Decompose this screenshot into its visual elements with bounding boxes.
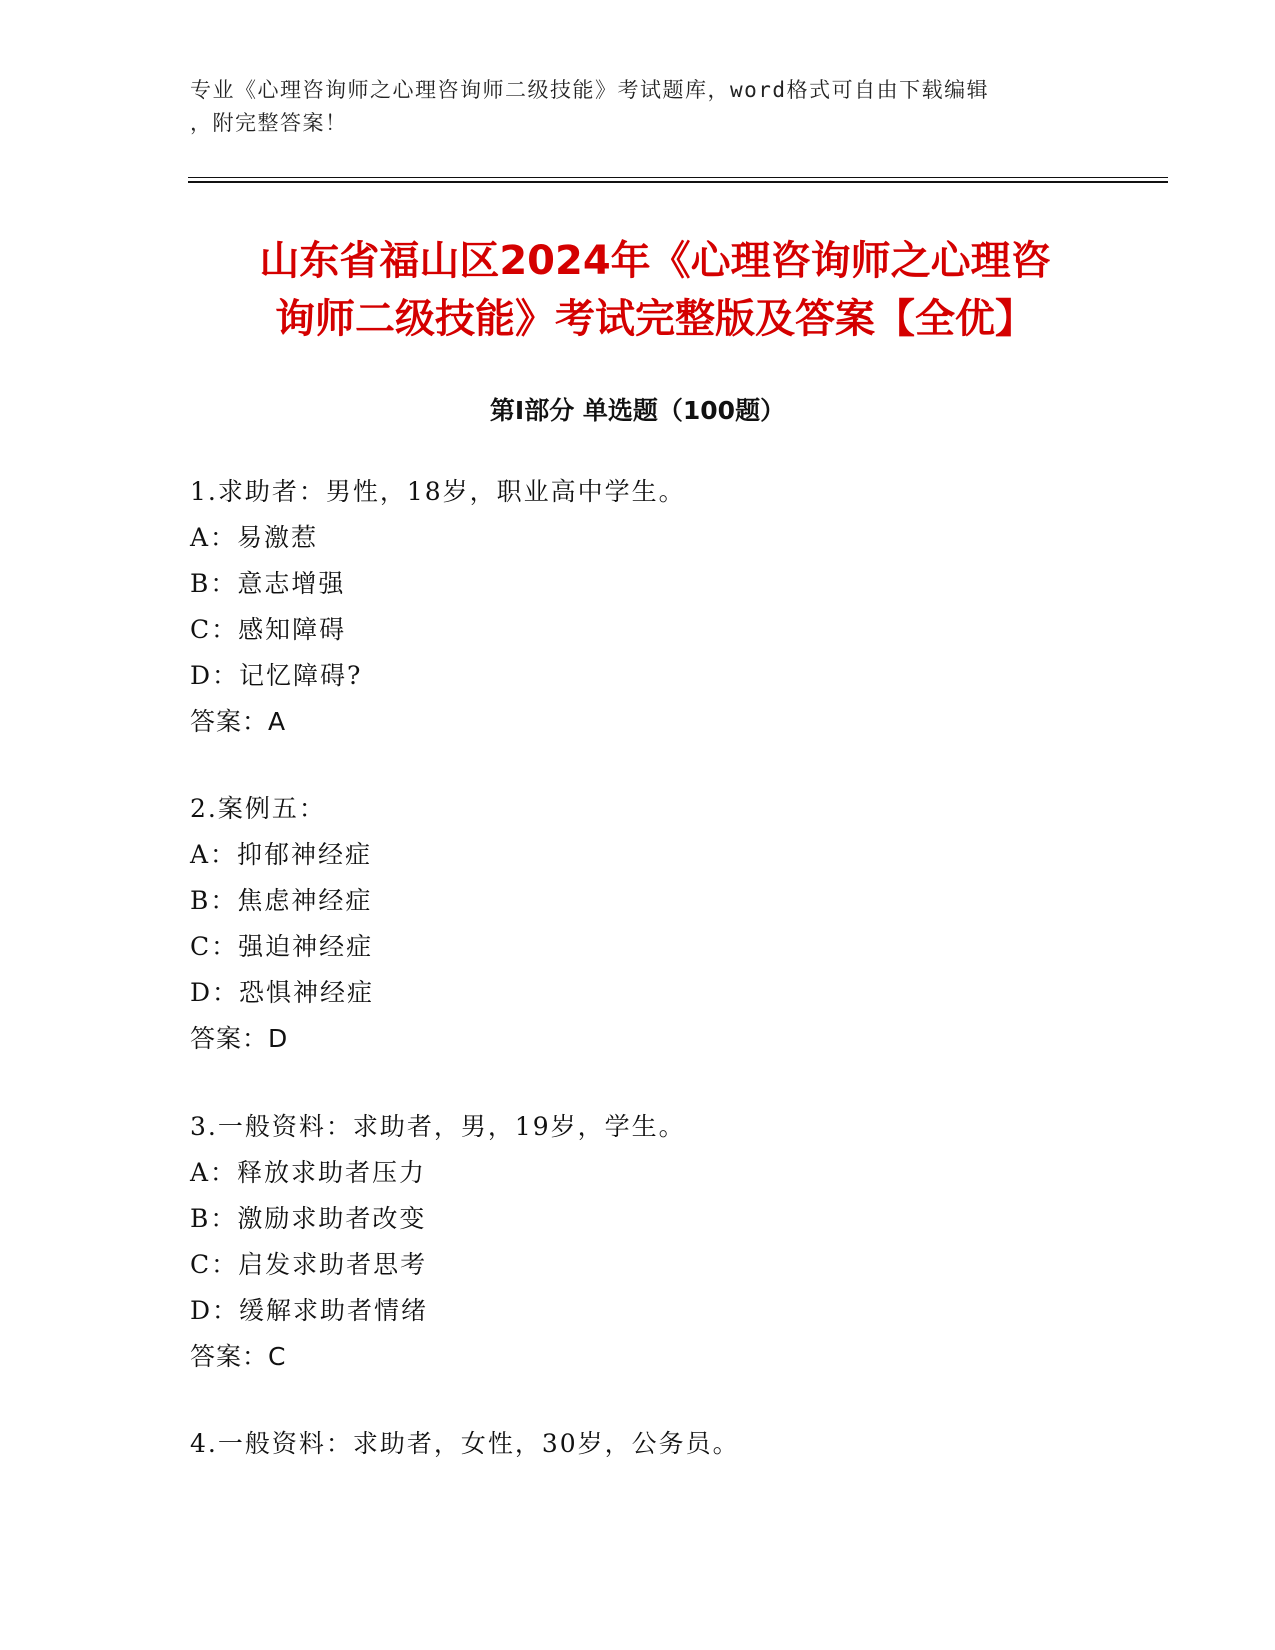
- document-title: [190, 232, 1120, 348]
- document-title-line-1: 山东省福山区2024年《心理咨询师之心理咨: [259, 238, 1051, 284]
- option-a: A：抑郁神经症: [190, 840, 373, 869]
- header-divider-thin: [188, 177, 1168, 178]
- option-d: D：记忆障碍?: [190, 661, 363, 690]
- option-c: C：感知障碍: [190, 615, 347, 644]
- header-divider-thick: [188, 181, 1168, 183]
- document-title-line-2: 询师二级技能》考试完整版及答案【全优】: [275, 296, 1035, 342]
- section-heading: 第Ⅰ部分 单选题（100题）: [489, 396, 786, 425]
- question-1: [190, 469, 1150, 745]
- question-2: [190, 786, 1150, 1062]
- question-stem: 2.案例五：: [190, 794, 326, 823]
- option-b: B：焦虑神经症: [190, 886, 373, 915]
- option-c: C：启发求助者思考: [190, 1250, 428, 1279]
- question-4: [190, 1421, 1150, 1467]
- answer-line: 答案：D: [190, 1024, 289, 1053]
- answer-line: 答案：A: [190, 707, 287, 736]
- question-stem: 3.一般资料：求助者，男，19岁，学生。: [190, 1112, 686, 1141]
- header-note-line-1: 专业《心理咨询师之心理咨询师二级技能》考试题库，word格式可自由下载编辑: [190, 78, 990, 102]
- header-note-line-2: ，附完整答案！: [190, 111, 348, 135]
- option-b: B：激励求助者改变: [190, 1204, 427, 1233]
- option-b: B：意志增强: [190, 569, 346, 598]
- question-3: [190, 1104, 1150, 1380]
- answer-line: 答案：C: [190, 1342, 287, 1371]
- option-c: C：强迫神经症: [190, 932, 374, 961]
- option-d: D：恐惧神经症: [190, 978, 375, 1007]
- question-stem: 4.一般资料：求助者，女性，30岁，公务员。: [190, 1429, 740, 1458]
- option-a: A：易激惹: [190, 523, 319, 552]
- header-note: [190, 74, 1090, 140]
- option-d: D：缓解求助者情绪: [190, 1296, 429, 1325]
- option-a: A：释放求助者压力: [190, 1158, 427, 1187]
- question-stem: 1.求助者：男性，18岁，职业高中学生。: [190, 477, 686, 506]
